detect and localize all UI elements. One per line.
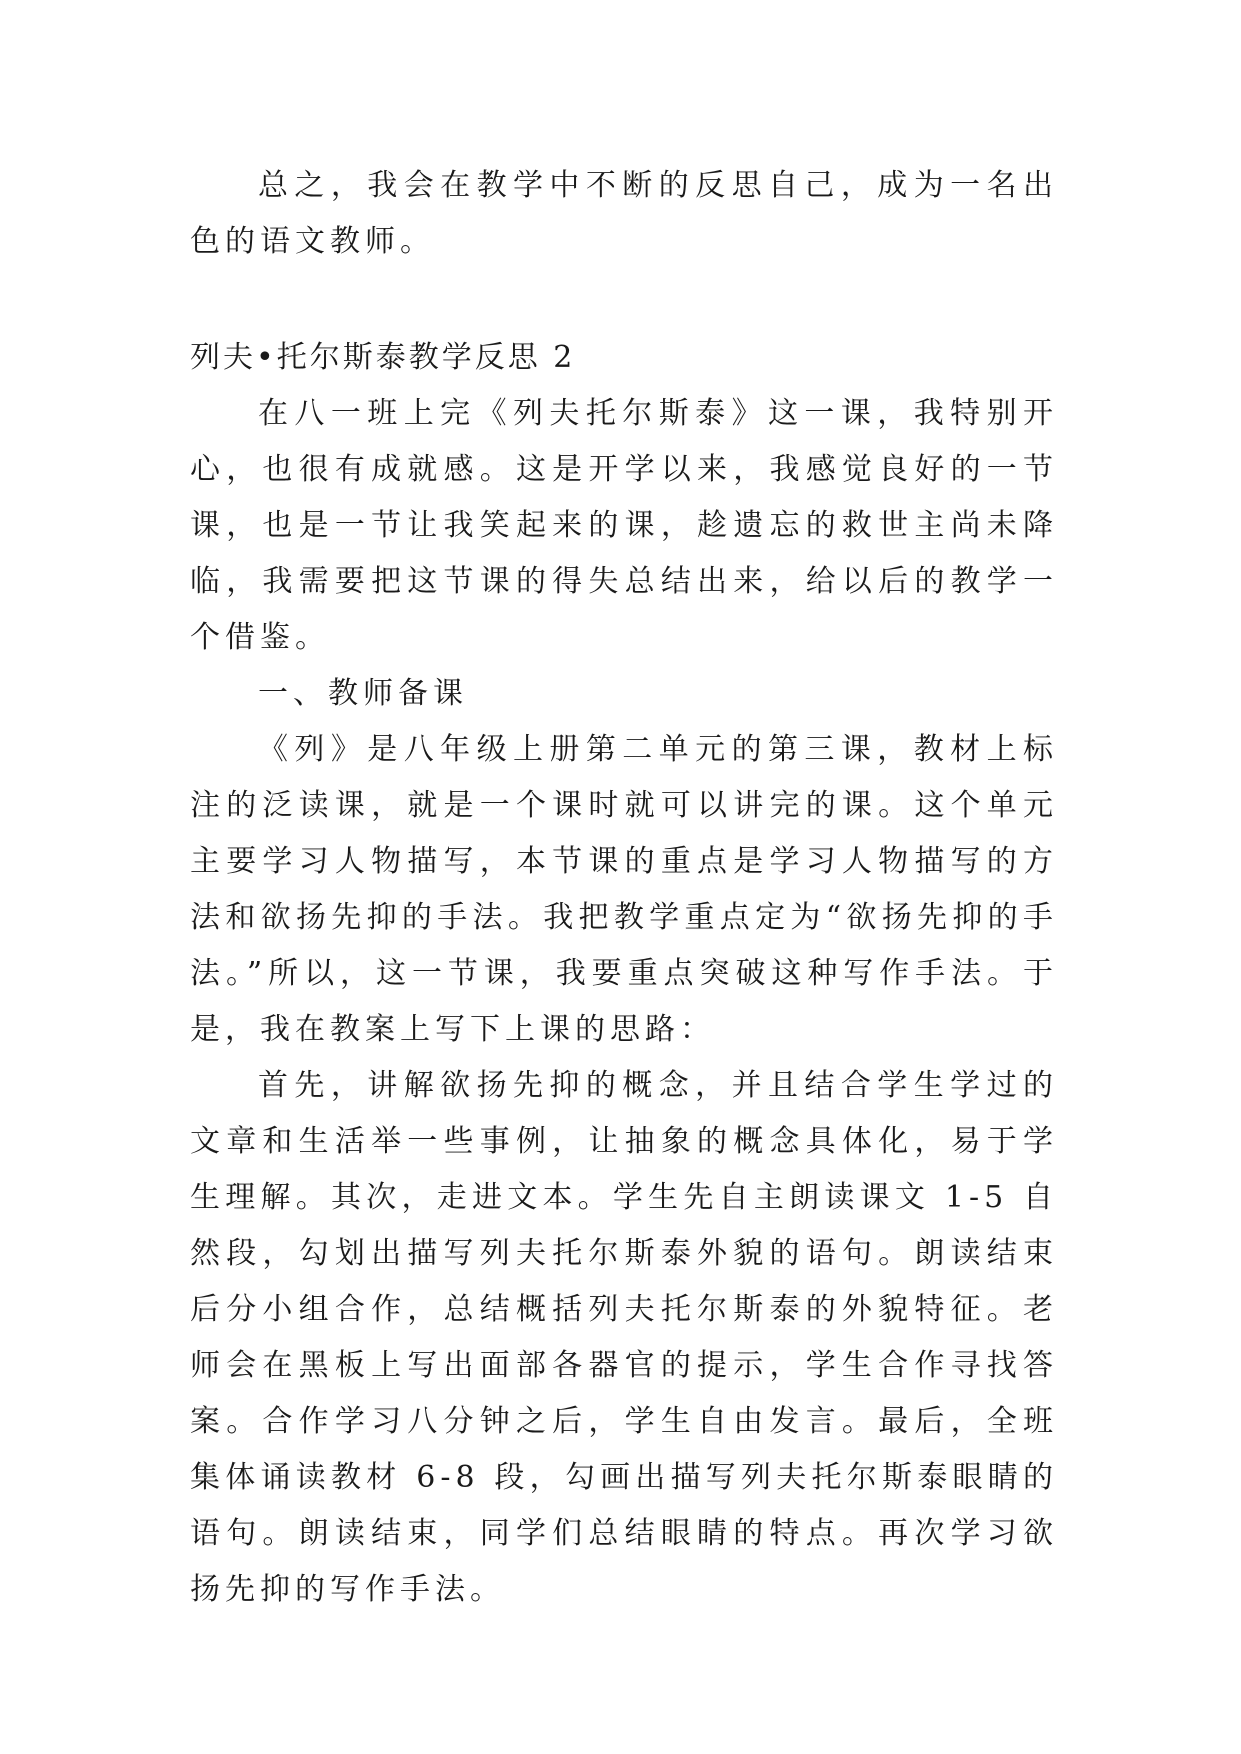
intro-paragraph: 总之，我会在教学中不断的反思自己，成为一名出色的语文教师。 [190, 168, 1058, 259]
paragraph-heading-preparation: 一、教师备课 [258, 676, 468, 711]
paragraph-intro-lesson: 在八一班上完《列夫托尔斯泰》这一课，我特别开心，也很有成就感。这是开学以来，我感觉良好的一节课，也是一节让我笑起来的课，趁遗忘的救世主尚未降临，我需要把这节课的得失总结出来，给以后的教学一个借鉴。 [190, 396, 1058, 655]
paragraph-teaching-steps: 首先，讲解欲扬先抑的概念，并且结合学生学过的文章和生活举一些事例，让抽象的概念具体化，易于学生理解。其次，走进文本。学生先自主朗读课文 1-5 自然段，勾划出描写列夫托尔斯泰外貌的语句。朗读结束后分小组合作，总结概括列夫托尔斯泰的外貌特征。老师会在黑板上写出面部各器官的提示，学生合作寻找答案。合作学习八分钟之后，学生自由发言。最后，全班集体诵读教材 6-8 段，勾画出描写列夫托尔斯泰眼睛的语句。朗读结束，同学们总结眼睛的特点。再次学习欲扬先抑的写作手法。 [190, 1068, 1058, 1607]
paragraph-lesson-plan: 《列》是八年级上册第二单元的第三课，教材上标注的泛读课，就是一个课时就可以讲完的课。这个单元主要学习人物描写，本节课的重点是学习人物描写的方法和欲扬先抑的手法。我把教学重点定为“欲扬先抑的手法。”所以，这一节课，我要重点突破这种写作手法。于是，我在教案上写下上课的思路： [190, 732, 1058, 1047]
document-body [190, 158, 1058, 1618]
section-title: 列夫•托尔斯泰教学反思 2 [190, 340, 576, 375]
